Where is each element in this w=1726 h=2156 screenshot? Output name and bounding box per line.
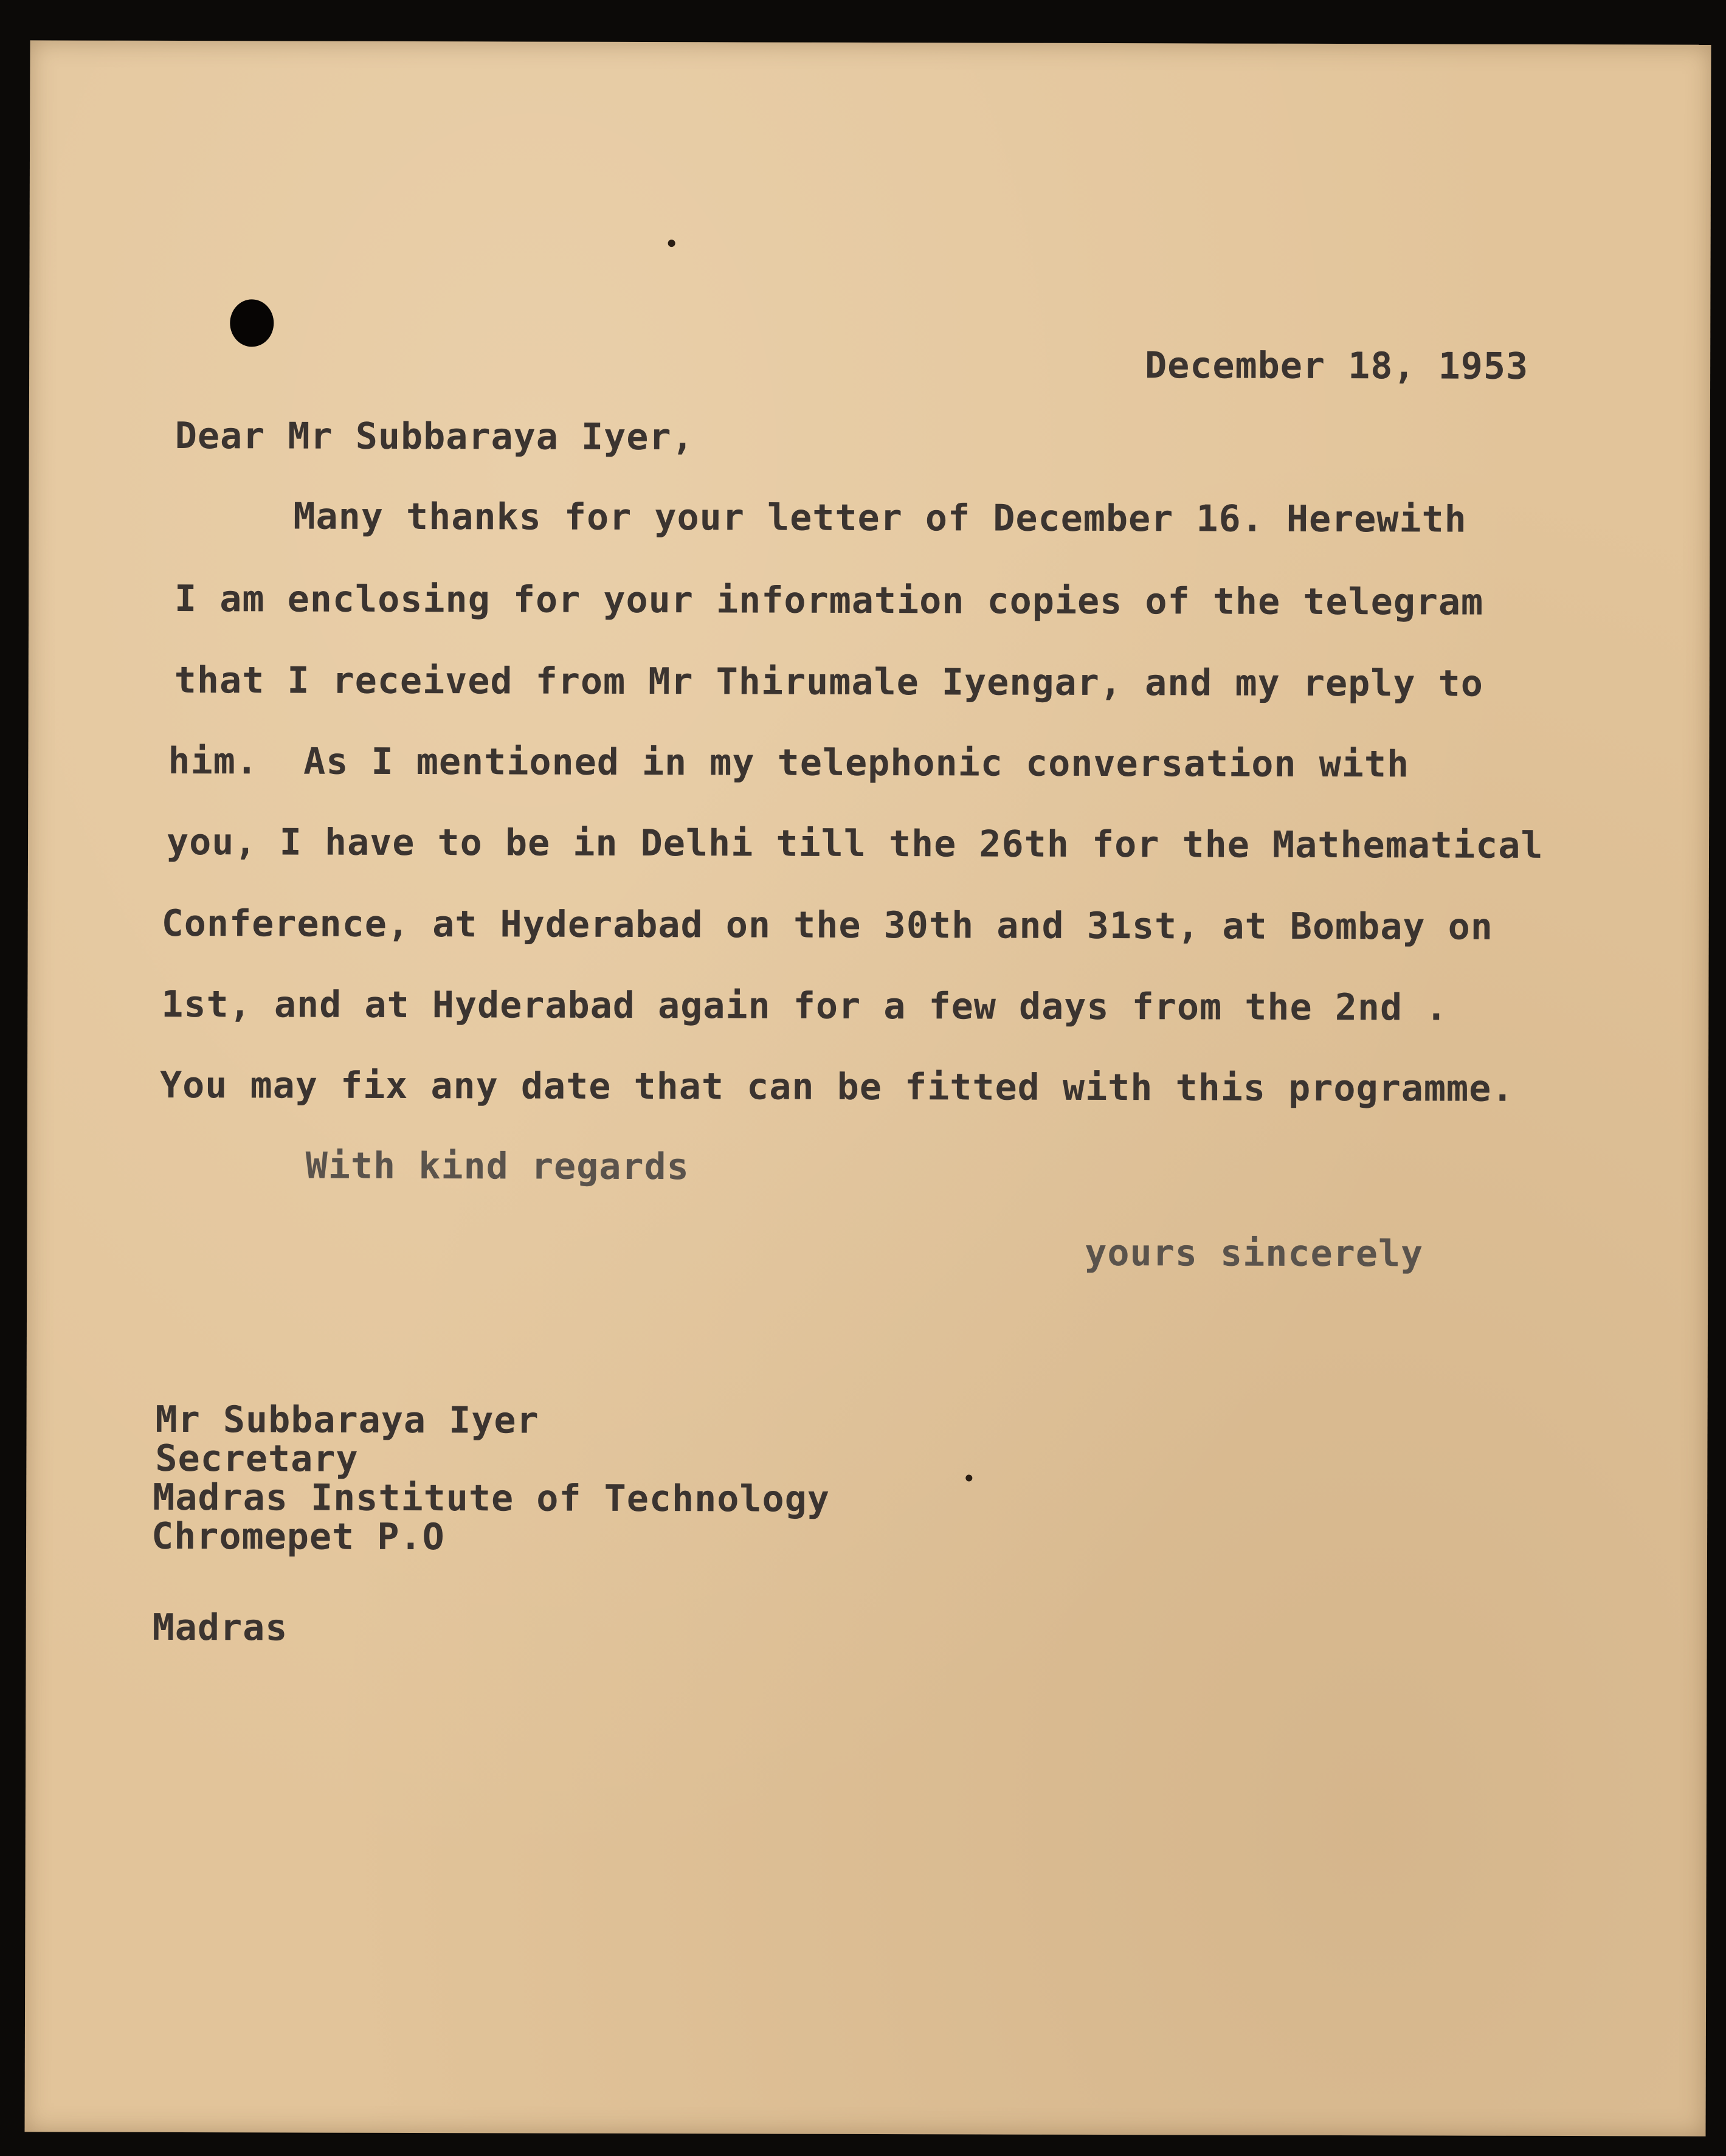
body-line-1: Many thanks for your letter of December 16. Herewith bbox=[293, 495, 1467, 541]
address-title: Secretary bbox=[155, 1437, 359, 1481]
letter-paper bbox=[25, 40, 1711, 2136]
body-line-2: I am enclosing for your information copies of the telegram bbox=[174, 578, 1484, 624]
punch-hole bbox=[230, 299, 274, 347]
ink-speck bbox=[668, 240, 675, 247]
body-line-7: 1st, and at Hyderabad again for a few days from the 2nd . bbox=[161, 983, 1448, 1029]
salutation: Dear Mr Subbaraya Iyer, bbox=[174, 415, 694, 459]
body-line-8: You may fix any date that can be fitted with this programme. bbox=[159, 1063, 1514, 1110]
closing-regards: With kind regards bbox=[305, 1144, 689, 1189]
address-name: Mr Subbaraya Iyer bbox=[155, 1398, 539, 1442]
closing-signoff: yours sincerely bbox=[1085, 1231, 1424, 1276]
ink-speck bbox=[965, 1474, 972, 1481]
body-line-4: him. As I mentioned in my telephonic conversation with bbox=[168, 739, 1410, 786]
address-city: Madras bbox=[152, 1606, 288, 1650]
address-post-office: Chromepet P.O bbox=[151, 1515, 445, 1559]
body-line-3: that I received from Mr Thirumale Iyengar, and my reply to bbox=[174, 659, 1483, 705]
body-line-5: you, I have to be in Delhi till the 26th for the Mathematical bbox=[166, 820, 1544, 867]
body-line-6: Conference, at Hyderabad on the 30th and 31st, at Bombay on bbox=[161, 902, 1494, 948]
letter-date: December 18, 1953 bbox=[1145, 344, 1529, 388]
address-institution: Madras Institute of Technology bbox=[153, 1476, 830, 1521]
